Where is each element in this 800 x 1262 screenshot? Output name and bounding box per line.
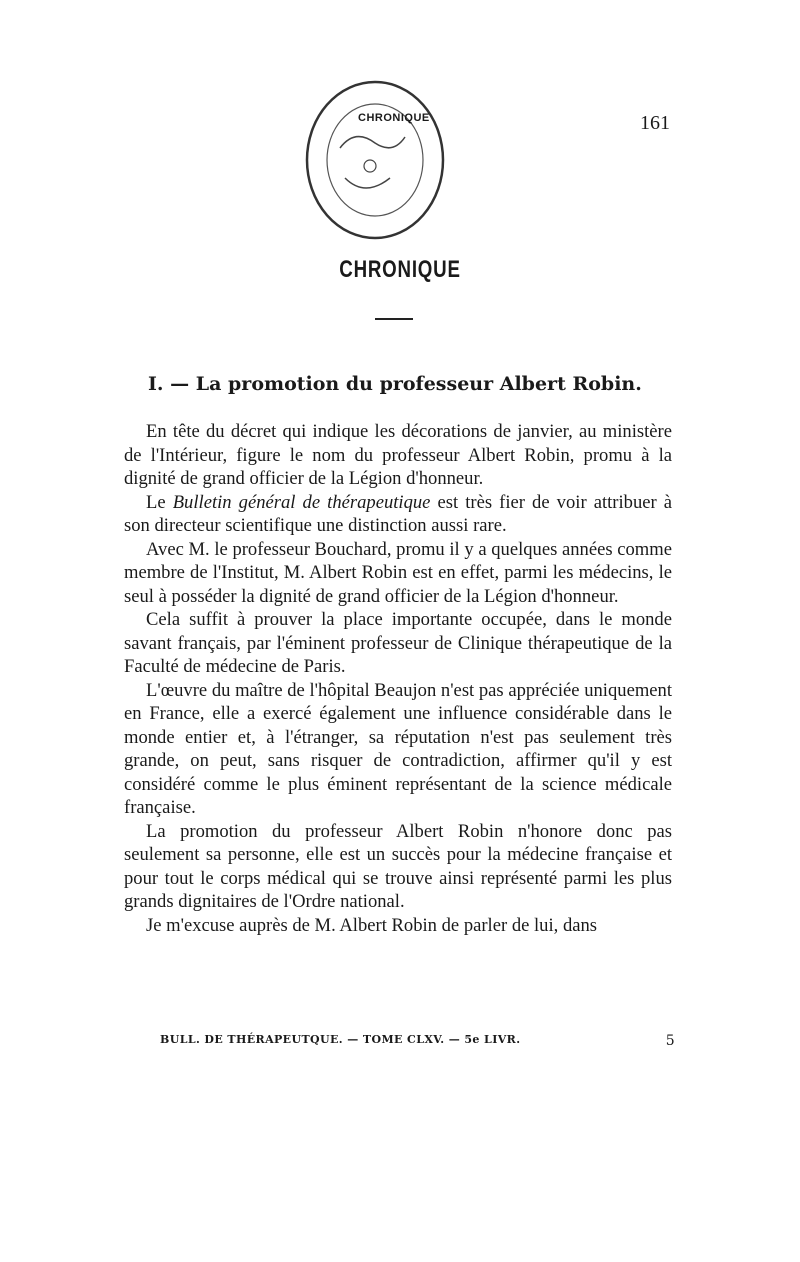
- library-stamp: [300, 78, 450, 258]
- section-title: CHRONIQUE: [339, 256, 461, 283]
- paragraph: Le Bulletin général de thérapeutique est très fier de voir attribuer à son directeur scientifique une distinction aussi rare.: [124, 491, 673, 536]
- title-rule: [375, 318, 413, 320]
- paragraph: Avec M. le professeur Bouchard, promu il y a quelques années comme membre de l'Institut, M. Albert Robin est en effet, parmi les médecins, le seul à posséder la dignité de grand officier de la Légion d'honneur.: [124, 538, 672, 607]
- page-footer: [160, 1033, 675, 1049]
- signature-mark: BULL. DE THÉRAPEUTQUE. — TOME CLXV. — 5e LIVR.: [160, 1033, 521, 1046]
- paragraph: Je m'excuse auprès de M. Albert Robin de parler de lui, dans: [146, 914, 598, 936]
- page-number: 161: [640, 112, 670, 134]
- article-body: [124, 420, 672, 937]
- article-heading: I. — La promotion du professeur Albert Robin.: [148, 373, 642, 395]
- folio: 5: [665, 1033, 675, 1049]
- paragraph: La promotion du professeur Albert Robin n'honore donc pas seulement sa personne, elle est un succès pour la médecine française et pour tout le corps médical qui se trouve ainsi représenté parmi les plus grands dignitaires de l'Ordre national.: [124, 820, 672, 912]
- journal-title: Bulletin général de thérapeutique: [172, 491, 431, 513]
- paragraph: Cela suffit à prouver la place importante occupée, dans le monde savant français, par l'éminent professeur de Clinique thérapeutique de la Faculté de médecine de Paris.: [124, 609, 672, 677]
- paragraph: En tête du décret qui indique les décorations de janvier, au ministère de l'Intérieur, figure le nom du professeur Albert Robin, promu à la dignité de grand officier de la Légion d'honneur.: [124, 421, 672, 489]
- running-head: CHRONIQUE: [358, 112, 430, 124]
- paragraph: L'œuvre du maître de l'hôpital Beaujon n'est pas appréciée uniquement en France, elle a exercé également une influence considérable dans le monde entier et, à l'étranger, sa réputation n'est pas seulement très grande, on peut, sans risquer de contradiction, affirmer qu'il y est considéré comme le plus éminent représentant de la science médicale française.: [124, 679, 672, 818]
